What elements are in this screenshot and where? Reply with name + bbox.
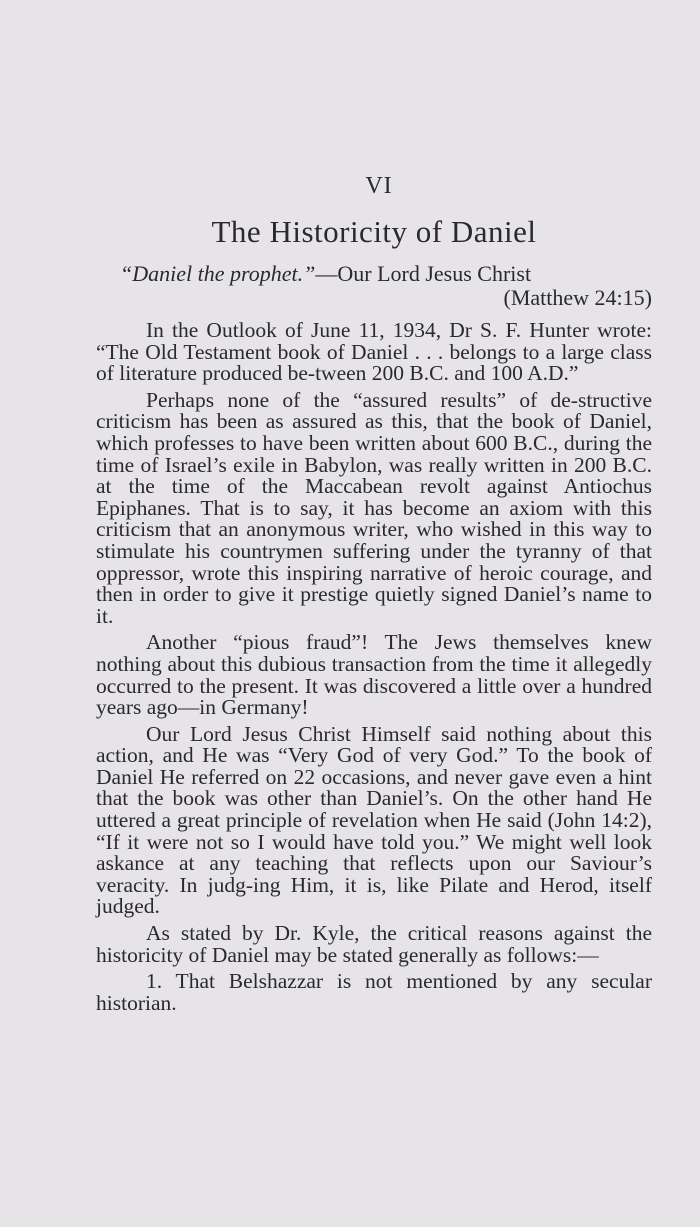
- epigraph-attribution: —Our Lord Jesus Christ: [315, 261, 532, 286]
- paragraph-dr-kyle: As stated by Dr. Kyle, the critical reasons against the historicity of Daniel may be stated generally as follows:—: [96, 921, 652, 967]
- paragraph-hunter-quote: In the Outlook of June 11, 1934, Dr S. F. Hunter wrote: “The Old Testament book of Daniel . . . belongs to a large class of literature produced be-tween 200 B.C. and 100 A.D.”: [96, 318, 652, 386]
- epigraph: [96, 262, 652, 310]
- paragraph-our-lord: Our Lord Jesus Christ Himself said nothing about this action, and He was “Very God of very God.” To the book of Daniel He referred on 22 occasions, and never gave even a hint that the book was other than Daniel’s. On the other hand He uttered a great principle of revelation when He said (John 14:2), “If it were not so I would have told you.” We might well look askance at any teaching that reflects upon our Saviour’s veracity. In judg-ing Him, it is, like Pilate and Herod, itself judged.: [96, 721, 652, 919]
- paragraph-assured-results: Perhaps none of the “assured results” of de-structive criticism has been as assured as this, that the book of Daniel, which professes to have been written about 600 B.C., during the time of Israel’s exile in Babylon, was really written in 200 B.C. at the time of the Maccabean revolt against Antiochus Epiphanes. That is to say, it has become an axiom with this criticism that an anonymous writer, who wished in this way to stimulate his countrymen suffering under the tyranny of that oppressor, wrote this inspiring narrative of heroic courage, and then in order to give it prestige quietly signed Daniel’s name to it.: [96, 387, 652, 628]
- chapter-title: The Historicity of Daniel: [211, 214, 537, 249]
- paragraph-point-one: 1. That Belshazzar is not mentioned by any secular historian.: [96, 969, 652, 1015]
- epigraph-quote: “Daniel the prophet.”: [120, 261, 316, 286]
- chapter-number: VI: [365, 173, 393, 199]
- epigraph-reference: (Matthew 24:15): [503, 285, 652, 310]
- paragraph-pious-fraud: Another “pious fraud”! The Jews themselves knew nothing about this dubious transaction from the time it allegedly occurred to the present. It was discovered a little over a hundred years ago—in Germany!: [96, 630, 652, 720]
- book-page: [96, 172, 652, 1019]
